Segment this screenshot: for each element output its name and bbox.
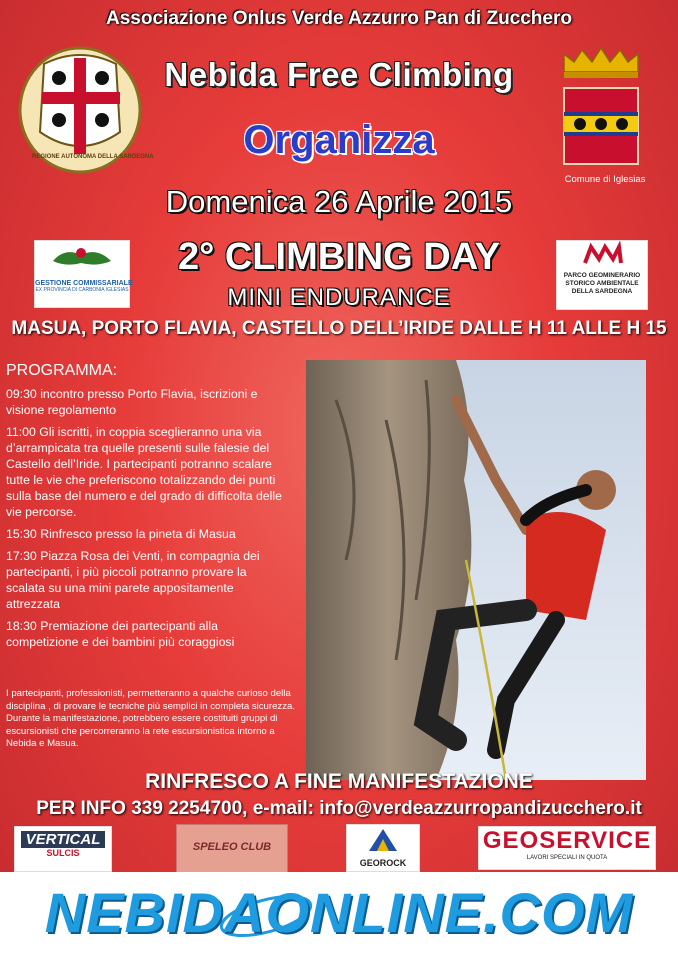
geoservice-label: GEOSERVICE [482, 827, 652, 854]
programma-list [6, 386, 286, 656]
sardinia-emblem-label: REGIONE AUTONOMA DELLA SARDEGNA [32, 154, 154, 160]
event-subtitle: MINI ENDURANCE [227, 284, 451, 311]
programma-item: 18:30 Premiazione dei partecipanti alla competizione e dei bambini più coraggiosi [6, 619, 235, 649]
geoservice-sublabel: LAVORI SPECIALI IN QUOTA [526, 855, 608, 861]
programma-item: 17:30 Piazza Rosa dei Venti, in compagnia dei partecipanti, i più piccoli potranno provare la scalata su una mini parete appositamente attrezzata [6, 549, 260, 611]
event-organizer-title: Nebida Free Climbing [164, 56, 514, 93]
speleo-club-logo [176, 824, 288, 874]
contact-info: PER INFO 339 2254700, e-mail: info@verdeazzurropandizucchero.it [36, 798, 642, 819]
event-location: MASUA, PORTO FLAVIA, CASTELLO DELL’IRIDE DALLE H 11 ALLE H 15 [11, 318, 667, 339]
event-date: Domenica 26 Aprile 2015 [165, 184, 513, 219]
programma-note: I partecipanti, professionisti, permetteranno a qualche curioso della disciplina , di provare le tecniche più semplici in completa sicurezza. Durante la manifestazione, potrebbero essere costituiti gruppi di escursionisti che percorreranno la rete escursionistica intorno a Nebida e Masua. [6, 688, 296, 750]
sardinia-emblem-logo [14, 42, 154, 174]
vertical-sulcis-logo [14, 826, 112, 872]
gestione-commissariale-logo [34, 240, 133, 308]
vertical-sublabel: SULCIS [46, 848, 80, 858]
programma-heading: PROGRAMMA: [6, 362, 118, 379]
georock-label: GEOROCK [359, 858, 407, 868]
gestione-label: GESTIONE COMMISSARIALE [35, 280, 133, 287]
parco-label: PARCO GEOMINERARIO STORICO AMBIENTALE DELLA SARDEGNA [563, 272, 641, 295]
event-name: 2° CLIMBING DAY [177, 236, 501, 278]
geoservice-logo [478, 826, 656, 870]
comune-label: Comune di Iglesias [564, 174, 646, 185]
vertical-label: VERTICAL [21, 831, 105, 848]
gestione-sublabel: EX PROVINCIA DI CARBONIA IGLESIAS [35, 287, 129, 293]
programma-item: 09:30 incontro presso Porto Flavia, iscrizioni e visione regolamento [6, 387, 258, 417]
rinfresco-banner: RINFRESCO A FINE MANIFESTAZIONE [145, 770, 533, 793]
programma-item: 11:00 Gli iscritti, in coppia sceglieranno una via d’arrampicata tra quelle presenti sulle falesie del Castello dell’Iride. I partecipanti potranno scalare tutte le vie che preferiscono totalizzando dei punti sulla base del numero e del grado di difficolta delle vie percorse. [6, 425, 282, 519]
association-name: Associazione Onlus Verde Azzurro Pan di Zucchero [106, 8, 572, 29]
iglesias-crest-logo [558, 44, 644, 168]
georock-logo [346, 824, 420, 872]
climber-photo [306, 360, 646, 780]
website-name[interactable]: NEBIDAONLINE.COM [44, 881, 634, 944]
speleo-label: SPELEO CLUB [192, 841, 272, 853]
parco-geominerario-logo [556, 240, 648, 310]
organizza-heading: Organizza [243, 118, 435, 162]
programma-item: 15:30 Rinfresco presso la pineta di Masua [6, 527, 236, 541]
